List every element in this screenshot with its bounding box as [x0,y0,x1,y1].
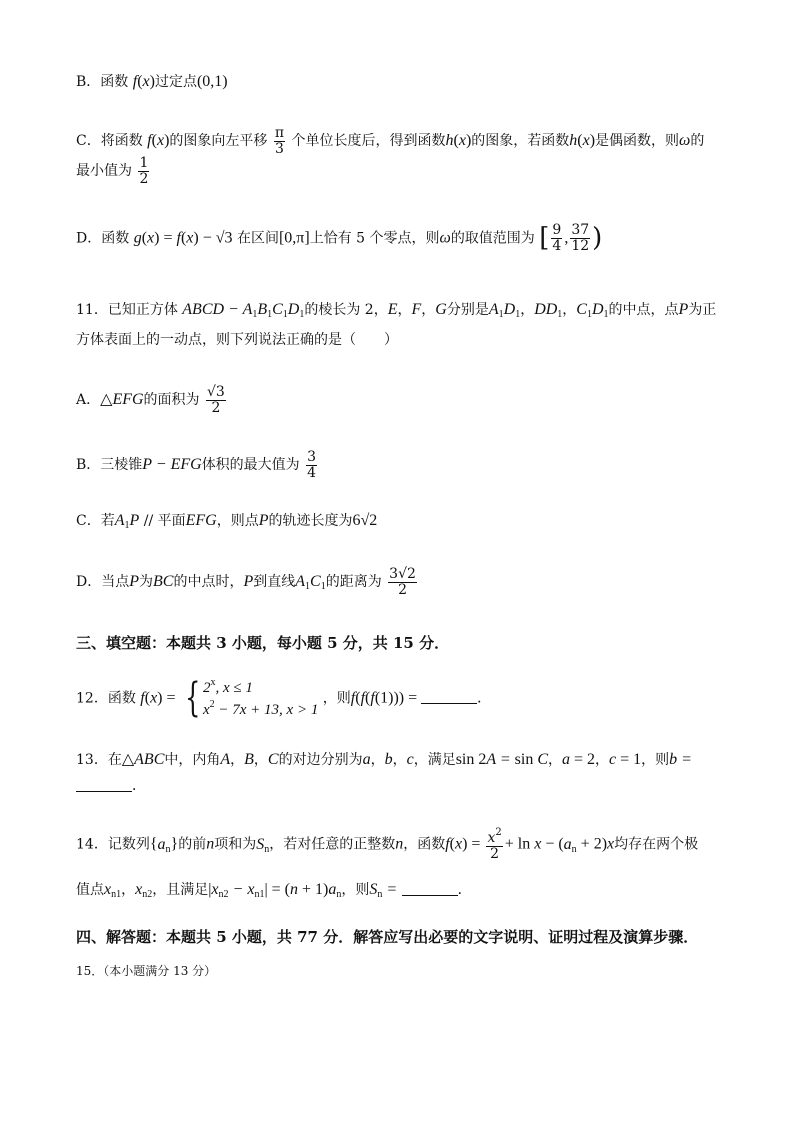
text: 的距离为 [325,574,382,591]
text: B．三棱锥 [76,457,143,474]
text: 上恰有 5 个零点，则 [309,230,440,247]
text: C．若 [76,513,115,529]
text: D．当点 [76,574,130,591]
text: 13．在 [76,752,122,768]
text: 过定点 [154,74,197,90]
answer-blank [402,895,458,896]
question-13: 13．在△ABC中，内角A，B，C的对边分别为a，b，c，满足sin 2A = sin C，a = 2，c = 1，则b = [76,751,692,768]
text: 的对边分别为 [278,752,363,768]
text: ，则 [322,690,351,707]
text: ，满足 [413,752,456,768]
text: D．函数 [76,230,130,247]
text: ，函数 [403,836,446,853]
text: 为 [139,574,154,591]
answer-blank [421,703,477,704]
text: 中，内角 [164,752,221,768]
text: ，则 [341,882,370,898]
text: 的中点时， [173,574,244,591]
text: 在区间 [236,230,279,247]
question-14-cont: 值点$x_{n1}$，$x_{n2}$，且满足$|x_{n2} - x_{n1}| = (n + 1)a_n$，则$S_n$ = ． [76,881,472,900]
text: ，若对任意的正整数 [269,836,396,853]
option-10c: C．将函数 f(x)的图象向左平移 $\frac{\pi}{3}$ 个单位长度后，得到函数h(x)的图象，若函数h(x)是偶函数，则ω的 [76,125,705,157]
text: 值点 [76,882,104,898]
option-11d: D．当点P为BC的中点时，P到直线$A_1C_1$的距离为 $\frac{3√2}{2}$ [76,566,416,598]
text: 11．已知正方体 [76,302,178,318]
text: 的 [690,133,705,150]
text: ，则点 [216,513,259,529]
text: 14．记数列 [76,836,150,853]
option-11c: C．若$A_1P$ // 平面EFG，则点P的轨迹长度为6√2 [76,512,378,531]
fraction-1-2: $\frac{1}{2}$ [139,155,149,187]
text: 均存在两个极 [614,836,699,853]
text: C．将函数 [76,133,143,150]
text: 的图象向左平移 [169,133,268,150]
text: A． [76,392,101,409]
text: 的棱长为 2， [304,302,388,318]
math: f [132,73,138,90]
option-11b: B．三棱锥P − EFG体积的最大值为 $\frac{3}{4}$ [76,449,317,481]
text: 的前 [178,836,207,853]
text: 的面积为 [143,392,200,409]
text: 的中点，点 [608,302,679,318]
text: 是偶函数，则 [595,133,680,150]
text: 项和为 [214,836,257,853]
text: 的轨迹长度为 [268,513,353,529]
text: 的取值范围为 [450,230,535,247]
question-11-stem-cont [76,332,734,349]
option-10d: D．函数 g(x) = f(x) − √3 在区间[0,π]上恰有 5 个零点，则ω的取值范围为 [ $\frac{9}{4}$ , $\frac{37}{12}$ ) [76,222,603,255]
fraction-pi-3: $\frac{\pi}{3}$ [274,125,285,157]
option-10b: B．函数 f(x)过定点(0,1) [76,73,228,90]
text: 12．函数 [76,690,136,707]
question-13-cont: ． [76,778,734,795]
text: ，且满足 [152,882,209,898]
question-14: 14．记数列$\{a_n\}$的前n项和为$S_n$，若对任意的正整数n，函数f(x) = $\frac{x^2}{2}$ + $\ln x - (a_n + 2)x$均存在两个极 [76,827,699,862]
text: B．函数 [76,74,129,90]
option-11a: A．△EFG的面积为 $\frac{√3}{2}$ [76,384,225,416]
section-heading-4: 四、解答题：本题共 5 小题，共 77 分．解答应写出必要的文字说明、证明过程及演算步骤． [76,928,699,946]
option-10c-cont [76,156,734,186]
text: 分别是 [446,302,489,318]
text: 的图象，若函数 [471,133,570,150]
question-11-stem: 11．已知正方体 ABCD − $A_1B_1C_1D_1$的棱长为 2，E，F，G分别是$A_1D_1$，$DD_1$，$C_1D_1$的中点，点P为正 [76,301,717,320]
text: 个单位长度后，得到函数 [291,133,446,150]
text: 体积的最大值为 [201,457,300,474]
text: ，则 [641,752,670,768]
text: 最小值为 [76,163,132,180]
text: 为正 [688,302,717,318]
question-12: 12．函数 f(x) = { 2$^x$, x ≤ 1 $x^2 - 7x + 13$, x > 1 ，则f(f(f(1))) = ． [76,675,492,722]
text: 方体表面上的一动点，则下列说法正确的是（ ） [76,332,398,348]
text: 平面 [157,513,186,529]
text: 到直线 [253,574,296,591]
section-heading-3: 三、填空题：本题共 3 小题，每小题 5 分，共 15 分． [76,634,450,652]
question-15: 15．（本小题满分 13 分） [76,964,217,978]
answer-blank [76,791,132,792]
